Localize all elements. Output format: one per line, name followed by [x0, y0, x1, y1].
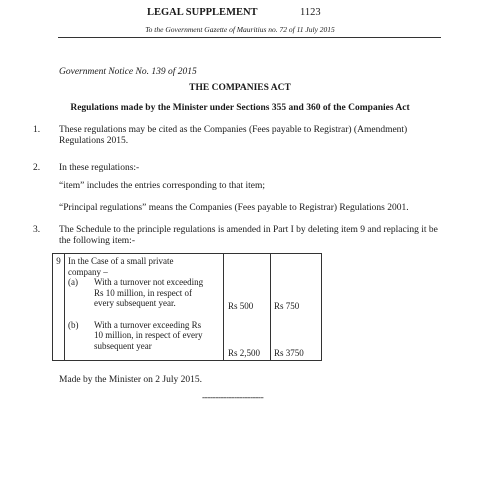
- item-heading-line-2: company –: [68, 266, 108, 277]
- fee-a-column-2: Rs 750: [274, 301, 300, 311]
- paragraph-1-line-2: Regulations 2015.: [59, 136, 129, 146]
- item-number: 9: [56, 256, 61, 266]
- sub-item-a-line-3: every subsequent year.: [94, 298, 176, 308]
- item-number-cell: [53, 254, 65, 361]
- government-notice: Government Notice No. 139 of 2015: [59, 67, 197, 77]
- page-number: 1123: [300, 7, 321, 18]
- sub-item-b-line-3: subsequent year: [94, 340, 152, 351]
- paragraph-3-line-2: the following item:-: [59, 236, 135, 246]
- sub-item-b: [68, 320, 220, 352]
- fee-b-column-2: Rs 3750: [274, 348, 304, 358]
- supplement-title: LEGAL SUPPLEMENT: [147, 7, 258, 18]
- regulations-title: Regulations made by the Minister under Sections 355 and 360 of the Companies Act: [70, 103, 410, 113]
- header-rule: [58, 37, 441, 38]
- made-by-statement: Made by the Minister on 2 July 2015.: [59, 375, 203, 385]
- end-separator: -----------------------: [202, 393, 264, 403]
- act-title: THE COMPANIES ACT: [189, 83, 291, 93]
- fee-table: [52, 253, 322, 361]
- sub-item-a-label: (a): [68, 277, 78, 287]
- item-description-cell: [65, 254, 224, 361]
- paragraph-number-3: 3.: [33, 225, 41, 235]
- sub-item-b-label: (b): [68, 319, 79, 330]
- sub-item-a-line-1: With a turnover not exceeding: [94, 277, 204, 287]
- fee-column-1: [224, 254, 271, 361]
- item-heading-line-1: In the Case of a small private: [68, 256, 174, 266]
- paragraph-number-2: 2.: [33, 163, 41, 173]
- definition-principal-regulations: “Principal regulations” means the Companies (Fees payable to Registrar) Regulations 2001.: [59, 203, 409, 213]
- sub-item-b-line-1: With a turnover exceeding Rs: [94, 319, 202, 330]
- paragraph-3-line-1: The Schedule to the principle regulations is amended in Part I by deleting item 9 and replacing it be: [59, 225, 438, 235]
- gazette-subtitle: To the Government Gazette of Mauritius no. 72 of 11 July 2015: [145, 25, 335, 34]
- fee-b-column-1: Rs 2,500: [228, 348, 261, 358]
- sub-item-a: [68, 277, 220, 309]
- paragraph-2-line-1: In these regulations:-: [59, 163, 140, 173]
- paragraph-number-1: 1.: [33, 125, 41, 135]
- sub-item-a-line-2: Rs 10 million, in respect of: [94, 287, 192, 298]
- paragraph-1-line-1: These regulations may be cited as the Companies (Fees payable to Registrar) (Amendment): [59, 125, 408, 135]
- fee-a-column-1: Rs 500: [228, 301, 254, 311]
- definition-item: “item” includes the entries corresponding to that item;: [59, 181, 266, 191]
- fee-column-2: [271, 254, 322, 361]
- sub-item-b-line-2: 10 million, in respect of every: [94, 330, 203, 340]
